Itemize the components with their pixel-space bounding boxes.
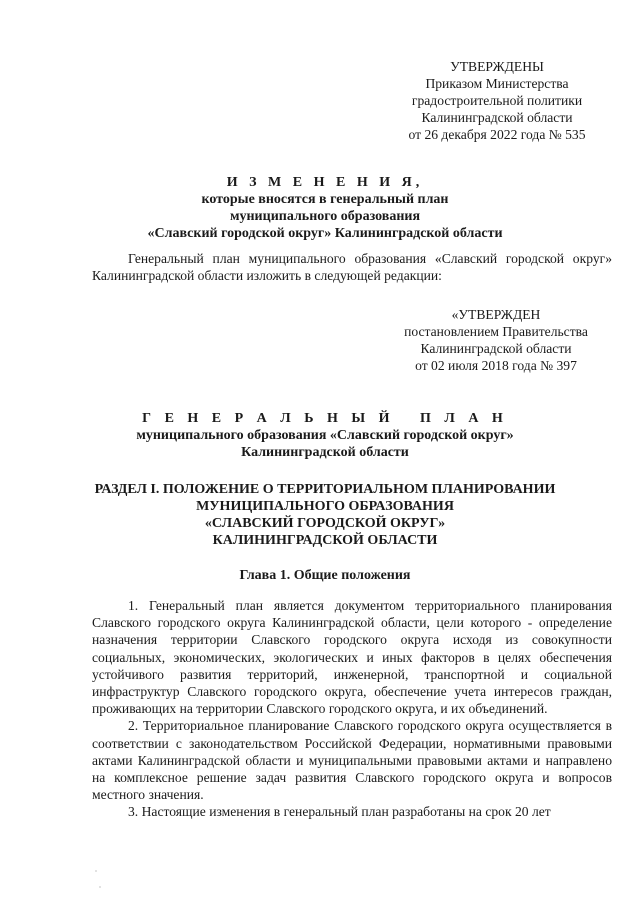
list-item: 2. Территориальное планирование Славского городского округа осуществляется в соответствии с законодательством Российской Федерации, нормативными правовыми актами Калининградской области и муниципальными правовыми актами и направлено на комплексное решение задач развития Славского городского округа и вопросов местного значения. — [92, 718, 612, 803]
approval-line: УТВЕРЖДЕНЫ — [450, 59, 544, 74]
approval-line: градостроительной политики — [411, 93, 583, 108]
general-plan-heading: Г Е Н Е Р А Л Ь Н Ы Й П Л А Н — [142, 411, 508, 426]
changes-subtitle-line: которые вносятся в генеральный план — [201, 192, 449, 207]
approval-line: постановлением Правительства — [404, 324, 588, 339]
changes-title — [60, 174, 590, 242]
general-plan-subtitle-line: Калининградской области — [241, 445, 409, 460]
approval-stamp-ministry — [382, 58, 612, 143]
section-title-line: «СЛАВСКИЙ ГОРОДСКОЙ ОКРУГ» — [204, 516, 446, 531]
approval-line: от 26 декабря 2022 года № 535 — [408, 127, 586, 142]
scan-artifact — [99, 886, 101, 888]
approval-line: Приказом Министерства — [425, 76, 569, 91]
section-title-line: КАЛИНИНГРАДСКОЙ ОБЛАСТИ — [212, 533, 438, 548]
chapter-title: Глава 1. Общие положения — [239, 568, 411, 583]
changes-subtitle-line: «Славский городской округ» Калининградской области — [147, 226, 503, 241]
approval-stamp-government — [376, 306, 616, 374]
approval-line: от 02 июля 2018 года № 397 — [415, 358, 577, 373]
intro-paragraph: Генеральный план муниципального образования «Славский городской округ» Калининградской области изложить в следующей редакции: — [92, 251, 612, 283]
section-title — [60, 481, 590, 549]
scan-artifact — [95, 870, 97, 872]
list-item: 3. Настоящие изменения в генеральный план разработаны на срок 20 лет — [128, 804, 551, 820]
general-plan-subtitle-line: муниципального образования «Славский городской округ» — [136, 428, 514, 443]
approval-line: «УТВЕРЖДЕН — [451, 307, 541, 322]
changes-heading: И З М Е Н Е Н И Я, — [226, 175, 424, 190]
numbered-items — [92, 597, 612, 821]
section-title-line: РАЗДЕЛ I. ПОЛОЖЕНИЕ О ТЕРРИТОРИАЛЬНОМ ПЛАНИРОВАНИИ — [94, 482, 556, 497]
approval-line: Калининградской области — [421, 110, 573, 125]
approval-line: Калининградской области — [420, 341, 572, 356]
general-plan-title — [60, 410, 590, 461]
changes-subtitle-line: муниципального образования — [229, 209, 421, 224]
section-title-line: МУНИЦИПАЛЬНОГО ОБРАЗОВАНИЯ — [196, 499, 454, 514]
list-item: 1. Генеральный план является документом территориального планирования Славского городского округа Калининградской области, цели которого - определение назначения территории Славского городского округа исходя из совокупности социальных, экономических, экологических и иных факторов в целях обеспечения устойчивого развития территорий, инженерной, транспортной и социальной инфраструктур Славского городского округа, обеспечение учета интересов граждан, проживающих на территории Славского городского округа, и их объединений. — [92, 598, 612, 717]
